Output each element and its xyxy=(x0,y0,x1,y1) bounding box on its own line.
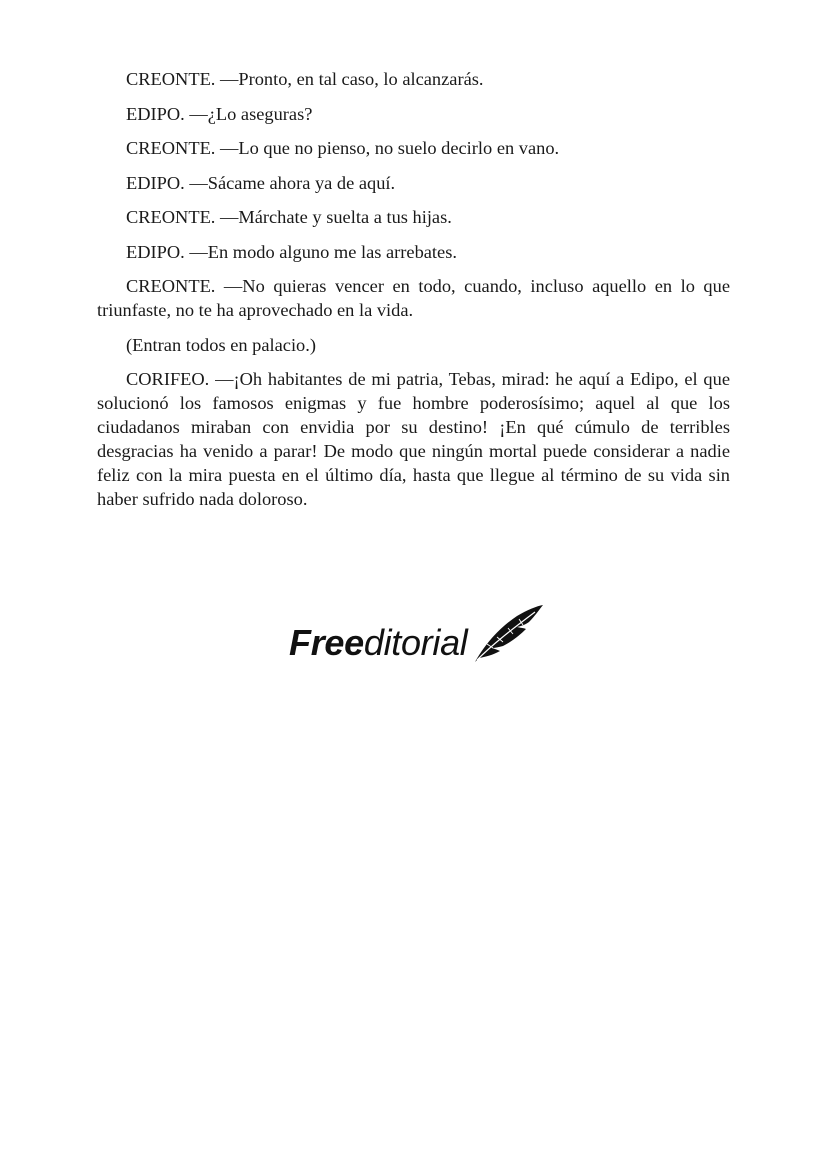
dialogue-line-creonte: CREONTE. —No quieras vencer en todo, cuando, incluso aquello en lo que triunfaste, no te ha aprovechado en la vida. xyxy=(97,276,730,320)
dialogue-line-edipo: EDIPO. —Sácame ahora ya de aquí. xyxy=(126,172,396,193)
dialogue-line-edipo: EDIPO. —¿Lo aseguras? xyxy=(126,103,313,124)
dialogue-line-creonte: CREONTE. —Lo que no pienso, no suelo decirlo en vano. xyxy=(126,138,560,158)
dialogue-line-creonte: CREONTE. —Pronto, en tal caso, lo alcanzarás. xyxy=(126,69,484,89)
dialogue-line-edipo: EDIPO. —En modo alguno me las arrebates. xyxy=(126,241,457,262)
page-body xyxy=(97,67,730,522)
logo-wordmark xyxy=(289,623,468,663)
logo-wordmark-light: ditorial xyxy=(363,622,468,663)
publisher-logo xyxy=(289,604,549,666)
dialogue-line-creonte: CREONTE. —Márchate y suelta a tus hijas. xyxy=(126,207,452,227)
logo-wordmark-bold: Free xyxy=(289,622,364,663)
stage-direction: (Entran todos en palacio.) xyxy=(126,334,316,355)
feather-icon xyxy=(473,604,545,664)
dialogue-line-corifeo: CORIFEO. —¡Oh habitantes de mi patria, Tebas, mirad: he aquí a Edipo, el que solucionó los famosos enigmas y fue hombre poderosísimo; aquel al que los ciudadanos miraban con envidia por su destino! ¡En qué cúmulo de terribles desgracias ha venido a parar! De modo que ningún mortal puede considerar a nadie feliz con la mira puesta en el último día, hasta que llegue al término de su vida sin haber sufrido nada doloroso. xyxy=(97,369,730,509)
